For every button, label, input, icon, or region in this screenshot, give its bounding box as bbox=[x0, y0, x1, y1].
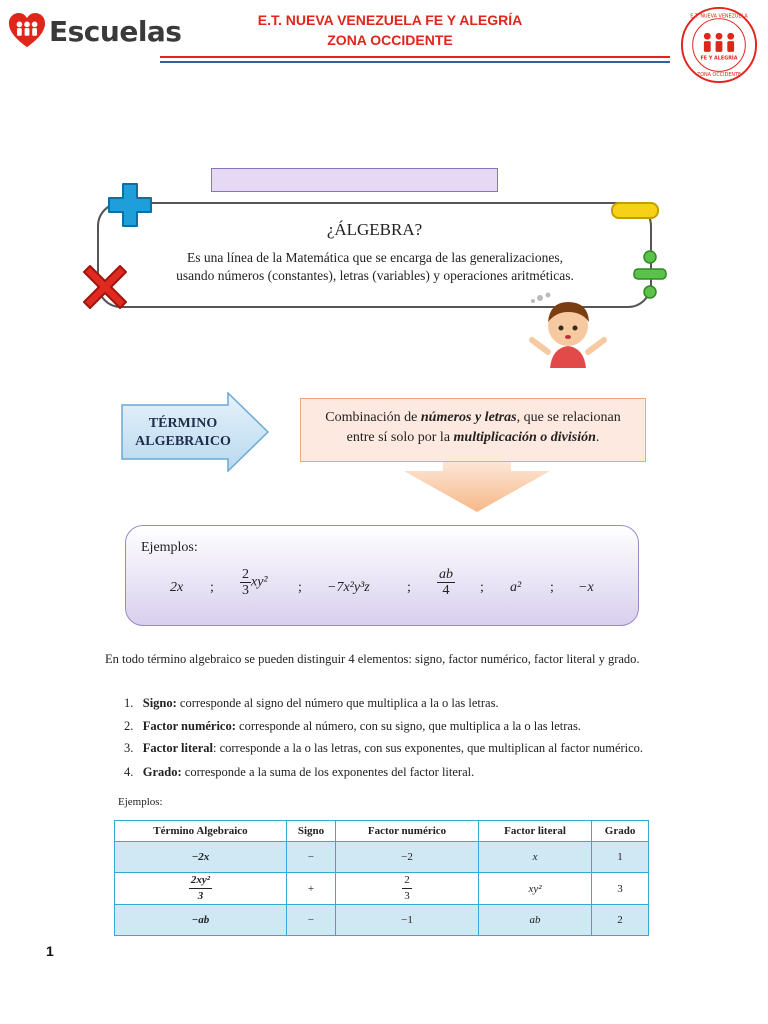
list-number: 1. bbox=[124, 696, 134, 710]
list-item bbox=[124, 741, 643, 756]
table-cell: x bbox=[478, 842, 591, 873]
def-bold-1: números y letras bbox=[420, 410, 517, 425]
fraction bbox=[189, 873, 212, 904]
list-text: : corresponde a la o las letras, con sus exponentes, que multiplican al factor numérico. bbox=[212, 741, 644, 755]
list-item bbox=[124, 765, 474, 780]
fraction-numerator: ab bbox=[439, 567, 453, 582]
algebra-definition-line-1: Es una línea de la Matemática que se encarga de las generalizaciones, bbox=[186, 250, 564, 265]
header-rule-blue bbox=[160, 61, 670, 63]
list-number: 2. bbox=[124, 719, 134, 733]
seal-top-text: E.T. NUEVA VENEZUELA bbox=[690, 13, 748, 20]
fraction-denominator: 3 bbox=[242, 583, 249, 598]
table-cell bbox=[115, 873, 287, 905]
logo-text: Escuelas bbox=[49, 14, 182, 48]
school-line-1: E.T. NUEVA VENEZUELA FE Y ALEGRÍA bbox=[257, 12, 523, 28]
list-term: Factor literal bbox=[142, 741, 213, 755]
fraction bbox=[437, 567, 455, 598]
table-header-cell: Grado bbox=[592, 821, 649, 842]
list-item bbox=[124, 719, 581, 734]
example-2x: 2x bbox=[170, 580, 184, 595]
examples-box-label: Ejemplos: bbox=[141, 540, 198, 555]
separator: ; bbox=[210, 580, 214, 595]
table-cell: ab bbox=[478, 905, 591, 936]
algebra-question-title: ¿ÁLGEBRA? bbox=[326, 220, 423, 239]
table-header-cell: Signo bbox=[286, 821, 335, 842]
separator: ; bbox=[550, 580, 554, 595]
example-minus-x: −x bbox=[578, 580, 594, 595]
thinking-boy-icon bbox=[520, 290, 610, 370]
example-a2: a² bbox=[510, 580, 522, 595]
list-item bbox=[124, 696, 499, 711]
def-bold-2: multiplicación o división bbox=[453, 430, 596, 445]
table-cell bbox=[336, 873, 479, 905]
list-number: 4. bbox=[124, 765, 134, 779]
algebra-definition bbox=[130, 249, 620, 285]
def-text-3: entre sí solo por la bbox=[346, 430, 454, 445]
fraction-denominator: 4 bbox=[442, 583, 450, 598]
header-rule-red bbox=[160, 56, 670, 58]
table-cell: −ab bbox=[115, 905, 287, 936]
school-seal-icon bbox=[680, 6, 758, 84]
multiply-icon bbox=[82, 264, 128, 310]
example-variables: xy² bbox=[251, 574, 268, 590]
algebra-definition-line-2: usando números (constantes), letras (variables) y operaciones aritméticas. bbox=[176, 268, 574, 283]
table-cell: −1 bbox=[336, 905, 479, 936]
list-text: corresponde a la suma de los exponentes del factor literal. bbox=[181, 765, 475, 779]
table-row bbox=[115, 873, 649, 905]
table-cell: + bbox=[286, 873, 335, 905]
separator: ; bbox=[298, 580, 302, 595]
fraction bbox=[402, 873, 412, 904]
term-arrow-label bbox=[122, 415, 244, 451]
table-cell: −2 bbox=[336, 842, 479, 873]
fraction-numerator: 2 bbox=[242, 567, 249, 582]
table-header-row bbox=[115, 821, 649, 842]
example-7x2y3z: −7x²y³z bbox=[327, 580, 370, 595]
escuelas-logo bbox=[8, 12, 181, 50]
fraction-denominator: 3 bbox=[404, 890, 410, 902]
school-name bbox=[200, 10, 580, 50]
table-cell: xy² bbox=[478, 873, 591, 905]
table-row bbox=[115, 842, 649, 873]
list-text: corresponde al número, con su signo, que multiplica a la o las letras. bbox=[235, 719, 581, 733]
table-cell: − bbox=[286, 905, 335, 936]
heart-logo-icon bbox=[8, 12, 46, 50]
table-cell: −2x bbox=[115, 842, 287, 873]
fraction-denominator: 3 bbox=[197, 890, 204, 902]
table-cell: 1 bbox=[592, 842, 649, 873]
page-number: 1 bbox=[46, 943, 54, 959]
def-text-4: . bbox=[595, 430, 600, 445]
table-cell: − bbox=[286, 842, 335, 873]
minus-icon bbox=[610, 200, 660, 222]
def-text-2: , que se relacionan bbox=[516, 410, 621, 425]
separator: ; bbox=[480, 580, 484, 595]
table-header-cell: Factor literal bbox=[478, 821, 591, 842]
fraction bbox=[240, 567, 251, 598]
elements-table bbox=[114, 820, 649, 936]
example-ab-over-4 bbox=[437, 567, 455, 598]
table-header-cell: Término Algebraico bbox=[115, 821, 287, 842]
examples-label: Ejemplos: bbox=[118, 796, 163, 808]
school-line-2: ZONA OCCIDENTE bbox=[327, 32, 453, 48]
fraction-numerator: 2xy² bbox=[189, 873, 212, 889]
title-placeholder-bar bbox=[211, 168, 498, 192]
table-row bbox=[115, 905, 649, 936]
term-arrow-line-2: ALGEBRAICO bbox=[135, 434, 231, 449]
examples-box bbox=[125, 525, 639, 626]
fraction-numerator: 2 bbox=[402, 873, 412, 889]
term-definition-text bbox=[300, 408, 646, 448]
list-text: corresponde al signo del número que multiplica a la o las letras. bbox=[176, 696, 499, 710]
seal-bottom-text: ZONA OCCIDENTE bbox=[696, 72, 742, 79]
term-arrow-line-1: TÉRMINO bbox=[148, 416, 218, 431]
table-cell: 3 bbox=[592, 873, 649, 905]
table-header-cell: Factor numérico bbox=[336, 821, 479, 842]
down-arrow-shape bbox=[403, 461, 551, 513]
list-number: 3. bbox=[124, 741, 134, 755]
def-text-1: Combinación de bbox=[325, 410, 421, 425]
seal-mid-text: FE Y ALEGRÍA bbox=[700, 55, 738, 62]
list-term: Factor numérico: bbox=[142, 719, 236, 733]
separator: ; bbox=[407, 580, 411, 595]
list-term: Grado: bbox=[142, 765, 182, 779]
elements-paragraph: En todo término algebraico se pueden distinguir 4 elementos: signo, factor numérico, factor literal y grado. bbox=[105, 652, 640, 666]
list-term: Signo: bbox=[142, 696, 177, 710]
divide-icon bbox=[632, 250, 668, 300]
table-cell: 2 bbox=[592, 905, 649, 936]
example-two-thirds-xy2 bbox=[240, 567, 268, 598]
